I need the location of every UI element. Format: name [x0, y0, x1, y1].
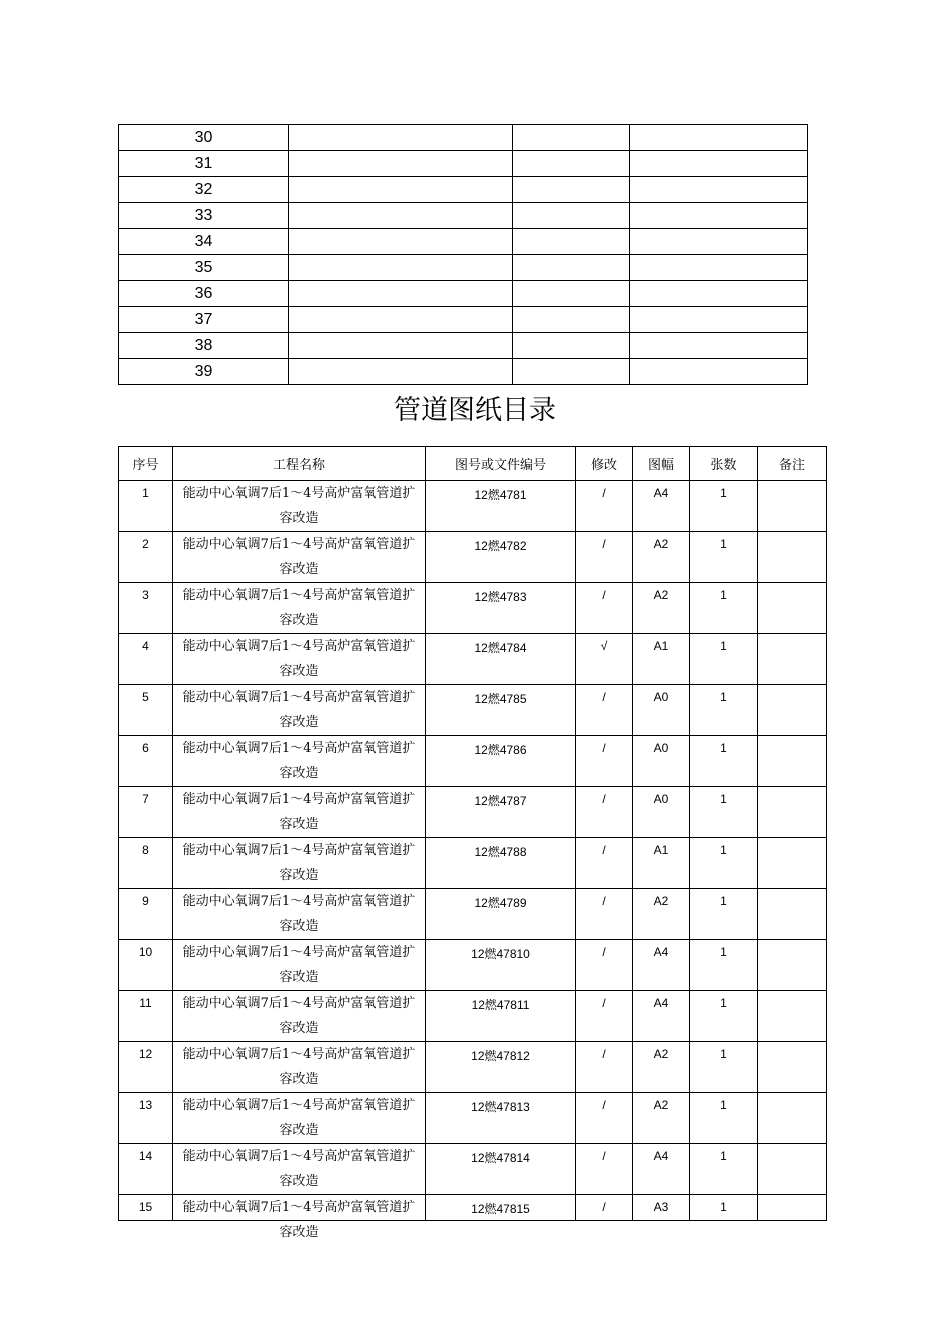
cell-drawing-no: 12燃4787 — [426, 787, 576, 838]
cell-revision: / — [576, 889, 633, 940]
cell-drawing-no: 12燃47812 — [426, 1042, 576, 1093]
header-sheets: 张数 — [690, 447, 758, 481]
cell-drawing-no: 12燃4789 — [426, 889, 576, 940]
cell-drawing-no: 12燃4786 — [426, 736, 576, 787]
table-row — [119, 203, 808, 229]
cell-drawing-no: 12燃47810 — [426, 940, 576, 991]
empty-cell — [289, 255, 513, 281]
cell-revision: / — [576, 1093, 633, 1144]
cell-revision: / — [576, 991, 633, 1042]
cell-sheets: 1 — [690, 685, 758, 736]
cell-project: 能动中心氧调7后1～4号高炉富氧管道扩容改造 — [173, 940, 426, 991]
cell-sheets: 1 — [690, 1042, 758, 1093]
table-row — [119, 1144, 827, 1195]
cell-revision: / — [576, 736, 633, 787]
cell-size: A2 — [633, 889, 690, 940]
table-row — [119, 229, 808, 255]
cell-revision: / — [576, 838, 633, 889]
cell-sheets: 1 — [690, 1144, 758, 1195]
empty-cell — [630, 125, 808, 151]
continuation-table-body — [119, 125, 808, 385]
cell-sheets: 1 — [690, 1195, 758, 1221]
cell-remarks — [758, 940, 827, 991]
cell-index: 7 — [119, 787, 173, 838]
empty-cell — [630, 151, 808, 177]
cell-project: 能动中心氧调7后1～4号高炉富氧管道扩容改造 — [173, 634, 426, 685]
row-number: 35 — [119, 255, 289, 281]
cell-remarks — [758, 1042, 827, 1093]
cell-sheets: 1 — [690, 634, 758, 685]
cell-sheets: 1 — [690, 1093, 758, 1144]
empty-cell — [289, 281, 513, 307]
table-row — [119, 333, 808, 359]
cell-drawing-no: 12燃4788 — [426, 838, 576, 889]
cell-size: A4 — [633, 991, 690, 1042]
empty-cell — [513, 281, 630, 307]
empty-cell — [513, 203, 630, 229]
header-remarks: 备注 — [758, 447, 827, 481]
cell-index: 14 — [119, 1144, 173, 1195]
empty-cell — [289, 203, 513, 229]
cell-sheets: 1 — [690, 787, 758, 838]
row-number: 32 — [119, 177, 289, 203]
table-row — [119, 685, 827, 736]
page-title: 管道图纸目录 — [394, 395, 556, 426]
cell-project: 能动中心氧调7后1～4号高炉富氧管道扩容改造 — [173, 736, 426, 787]
cell-drawing-no: 12燃4783 — [426, 583, 576, 634]
empty-cell — [289, 333, 513, 359]
cell-index: 4 — [119, 634, 173, 685]
drawing-list-body — [119, 481, 827, 1240]
cell-sheets: 1 — [690, 940, 758, 991]
cell-index: 1 — [119, 481, 173, 532]
empty-cell — [630, 281, 808, 307]
empty-cell — [513, 177, 630, 203]
cell-index: 2 — [119, 532, 173, 583]
cell-drawing-no: 12燃4781 — [426, 481, 576, 532]
cell-size: A4 — [633, 481, 690, 532]
empty-cell — [289, 307, 513, 333]
cell-sheets: 1 — [690, 736, 758, 787]
cell-sheets: 1 — [690, 991, 758, 1042]
cell-remarks — [758, 838, 827, 889]
empty-cell — [513, 333, 630, 359]
cell-project: 能动中心氧调7后1～4号高炉富氧管道扩容改造 — [173, 838, 426, 889]
table-row — [119, 1195, 827, 1221]
cell-size: A2 — [633, 583, 690, 634]
cell-revision: / — [576, 481, 633, 532]
table-row — [119, 177, 808, 203]
empty-cell — [513, 229, 630, 255]
cell-size: A2 — [633, 1042, 690, 1093]
cell-project: 能动中心氧调7后1～4号高炉富氧管道扩容改造 — [173, 481, 426, 532]
empty-cell — [630, 255, 808, 281]
cell-index: 13 — [119, 1093, 173, 1144]
cell-revision: / — [576, 940, 633, 991]
cell-index: 11 — [119, 991, 173, 1042]
cell-remarks — [758, 634, 827, 685]
cell-index: 12 — [119, 1042, 173, 1093]
cell-size: A3 — [633, 1195, 690, 1221]
cell-index: 9 — [119, 889, 173, 940]
cell-index: 10 — [119, 940, 173, 991]
cell-revision: / — [576, 1195, 633, 1221]
row-number: 36 — [119, 281, 289, 307]
header-row — [119, 447, 827, 481]
row-number: 30 — [119, 125, 289, 151]
header-size: 图幅 — [633, 447, 690, 481]
row-number: 33 — [119, 203, 289, 229]
cell-size: A2 — [633, 532, 690, 583]
cell-revision: / — [576, 583, 633, 634]
empty-cell — [513, 359, 630, 385]
cell-size: A0 — [633, 787, 690, 838]
empty-cell — [513, 255, 630, 281]
row-number: 39 — [119, 359, 289, 385]
empty-cell — [289, 125, 513, 151]
cell-project: 能动中心氧调7后1～4号高炉富氧管道扩容改造 — [173, 1042, 426, 1093]
row-number: 37 — [119, 307, 289, 333]
cell-sheets: 1 — [690, 838, 758, 889]
row-number: 31 — [119, 151, 289, 177]
cell-project: 能动中心氧调7后1～4号高炉富氧管道扩容改造 — [173, 787, 426, 838]
header-drawing-no: 图号或文件编号 — [426, 447, 576, 481]
cell-project: 能动中心氧调7后1～4号高炉富氧管道扩容改造 — [173, 532, 426, 583]
cell-project — [173, 1195, 426, 1240]
empty-cell — [630, 307, 808, 333]
table-row — [119, 151, 808, 177]
cell-size: A2 — [633, 1093, 690, 1144]
empty-cell — [630, 229, 808, 255]
table-row — [119, 359, 808, 385]
cell-drawing-no: 12燃47815 — [426, 1195, 576, 1221]
cell-project: 能动中心氧调7后1～4号高炉富氧管道扩容改造 — [173, 991, 426, 1042]
table-row — [119, 1042, 827, 1093]
empty-cell — [289, 151, 513, 177]
cell-remarks — [758, 481, 827, 532]
empty-cell — [289, 359, 513, 385]
table-row — [119, 481, 827, 532]
table-row — [119, 255, 808, 281]
cell-revision: √ — [576, 634, 633, 685]
cell-size: A0 — [633, 685, 690, 736]
cell-remarks — [758, 991, 827, 1042]
cell-sheets: 1 — [690, 889, 758, 940]
empty-cell — [289, 229, 513, 255]
row-number: 34 — [119, 229, 289, 255]
empty-cell — [289, 177, 513, 203]
cell-drawing-no: 12燃4785 — [426, 685, 576, 736]
table-row — [119, 940, 827, 991]
cell-remarks — [758, 787, 827, 838]
cell-index: 15 — [119, 1195, 173, 1221]
cell-remarks — [758, 1093, 827, 1144]
cell-revision: / — [576, 1144, 633, 1195]
cell-remarks — [758, 532, 827, 583]
table-row — [119, 1093, 827, 1144]
table-row — [119, 787, 827, 838]
empty-cell — [630, 359, 808, 385]
cell-remarks — [758, 889, 827, 940]
cell-project: 能动中心氧调7后1～4号高炉富氧管道扩容改造 — [173, 583, 426, 634]
cell-drawing-no: 12燃47813 — [426, 1093, 576, 1144]
cell-remarks — [758, 583, 827, 634]
cell-sheets: 1 — [690, 583, 758, 634]
cell-revision: / — [576, 685, 633, 736]
cell-remarks — [758, 736, 827, 787]
row-number: 38 — [119, 333, 289, 359]
table-row — [119, 307, 808, 333]
table-row — [119, 583, 827, 634]
continuation-table — [118, 124, 808, 385]
cell-size: A4 — [633, 940, 690, 991]
header-index: 序号 — [119, 447, 173, 481]
empty-cell — [630, 177, 808, 203]
header-revision: 修改 — [576, 447, 633, 481]
project-name-text: 能动中心氧调7后1～4号高炉富氧管道扩容改造 — [182, 1200, 416, 1240]
cell-size: A4 — [633, 1144, 690, 1195]
cell-remarks — [758, 1195, 827, 1221]
cell-index: 3 — [119, 583, 173, 634]
empty-cell — [513, 151, 630, 177]
cell-remarks — [758, 685, 827, 736]
cell-project: 能动中心氧调7后1～4号高炉富氧管道扩容改造 — [173, 1093, 426, 1144]
cell-drawing-no: 12燃47811 — [426, 991, 576, 1042]
cell-size: A1 — [633, 634, 690, 685]
empty-cell — [630, 333, 808, 359]
cell-project: 能动中心氧调7后1～4号高炉富氧管道扩容改造 — [173, 889, 426, 940]
table-row — [119, 889, 827, 940]
cell-sheets: 1 — [690, 481, 758, 532]
cell-project: 能动中心氧调7后1～4号高炉富氧管道扩容改造 — [173, 685, 426, 736]
cell-size: A1 — [633, 838, 690, 889]
cell-drawing-no: 12燃47814 — [426, 1144, 576, 1195]
table-row — [119, 281, 808, 307]
table-row — [119, 736, 827, 787]
empty-cell — [513, 125, 630, 151]
table-row — [119, 125, 808, 151]
cell-size: A0 — [633, 736, 690, 787]
header-project: 工程名称 — [173, 447, 426, 481]
table-row — [119, 634, 827, 685]
cell-revision: / — [576, 1042, 633, 1093]
cell-revision: / — [576, 787, 633, 838]
cell-index: 5 — [119, 685, 173, 736]
cell-revision: / — [576, 532, 633, 583]
empty-cell — [513, 307, 630, 333]
cell-sheets: 1 — [690, 532, 758, 583]
cell-drawing-no: 12燃4784 — [426, 634, 576, 685]
table-row — [119, 991, 827, 1042]
cell-project: 能动中心氧调7后1～4号高炉富氧管道扩容改造 — [173, 1144, 426, 1195]
empty-cell — [630, 203, 808, 229]
table-row — [119, 838, 827, 889]
cell-remarks — [758, 1144, 827, 1195]
table-row — [119, 532, 827, 583]
cell-index: 8 — [119, 838, 173, 889]
drawing-list-table — [118, 446, 827, 1240]
cell-drawing-no: 12燃4782 — [426, 532, 576, 583]
cell-index: 6 — [119, 736, 173, 787]
